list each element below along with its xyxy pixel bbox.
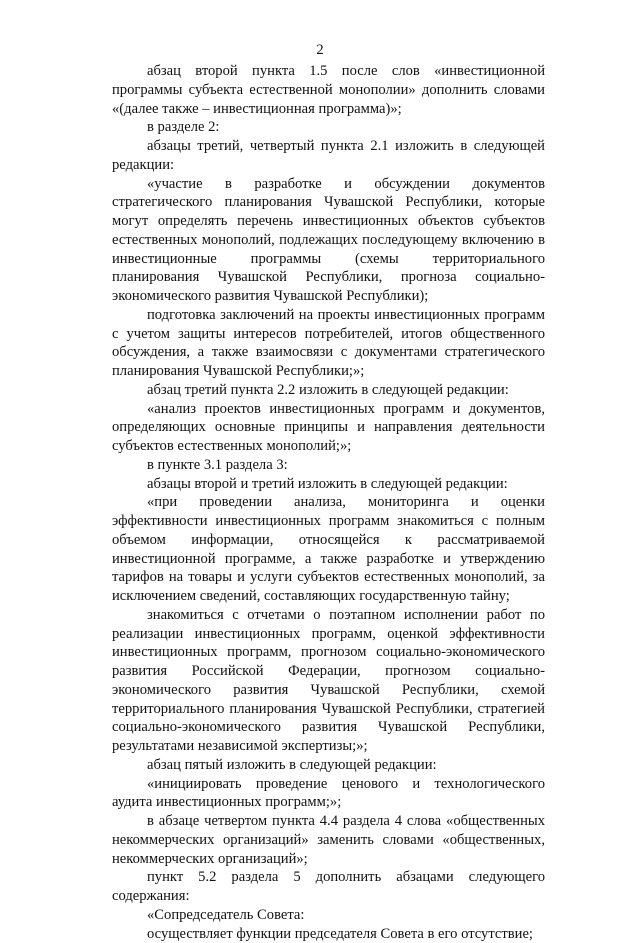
paragraph: абзац третий пункта 2.2 изложить в следующей редакции: <box>112 381 545 400</box>
paragraph: в разделе 2: <box>112 118 545 137</box>
paragraph: подготовка заключений на проекты инвестиционных программ с учетом защиты интересов потребителей, итогов общественного обсуждения, а также взаимосвязи с документами стратегического планирования Чувашской Республики;»; <box>112 306 545 381</box>
paragraph: абзацы третий, четвертый пункта 2.1 изложить в следующей редакции: <box>112 137 545 175</box>
paragraph: в абзаце четвертом пункта 4.4 раздела 4 слова «общественных некоммерческих организаций» заменить словами «общественных, некоммерческих организаций»; <box>112 812 545 868</box>
paragraph: «инициировать проведение ценового и технологического аудита инвестиционных программ;»; <box>112 775 545 813</box>
paragraph: абзац пятый изложить в следующей редакции: <box>112 756 545 775</box>
paragraph: знакомиться с отчетами о поэтапном исполнении работ по реализации инвестиционных программ, оценкой эффективности инвестиционных программ, прогнозом социально-экономического развития Российской Федерации, прогнозом социально-экономического развития Чувашской Республики, схемой территориального планирования Чувашской Республики, стратегией социально-экономического развития Чувашской Республики, результатами независимой экспертизы;»; <box>112 606 545 756</box>
paragraph: абзац второй пункта 1.5 после слов «инвестиционной программы субъекта естественной монополии» дополнить словами «(далее также – инвестиционная программа)»; <box>112 62 545 118</box>
paragraph: «Сопредседатель Совета: <box>112 906 545 925</box>
paragraph: в пункте 3.1 раздела 3: <box>112 456 545 475</box>
page-number: 2 <box>0 41 640 59</box>
paragraph: «при проведении анализа, мониторинга и оценки эффективности инвестиционных программ знакомиться с полным объемом информации, относящейся к рассматриваемой инвестиционной программе, а также разработке и утверждению тарифов на товары и услуги субъектов естественных монополий, за исключением сведений, составляющих государственную тайну; <box>112 493 545 606</box>
document-body <box>112 62 545 943</box>
paragraph: абзацы второй и третий изложить в следующей редакции: <box>112 475 545 494</box>
paragraph: пункт 5.2 раздела 5 дополнить абзацами следующего содержания: <box>112 868 545 906</box>
paragraph: осуществляет функции председателя Совета в его отсутствие; <box>112 925 545 943</box>
paragraph: «анализ проектов инвестиционных программ и документов, определяющих основные принципы и направления деятельности субъектов естественных монополий;»; <box>112 400 545 456</box>
paragraph: «участие в разработке и обсуждении документов стратегического планирования Чувашской Республики, которые могут определять перечень инвестиционных объектов субъектов естественных монополий, подлежащих последующему включению в инвестиционные программы (схемы территориального планирования Чувашской Республики, прогноза социально-экономического развития Чувашской Республики); <box>112 175 545 306</box>
